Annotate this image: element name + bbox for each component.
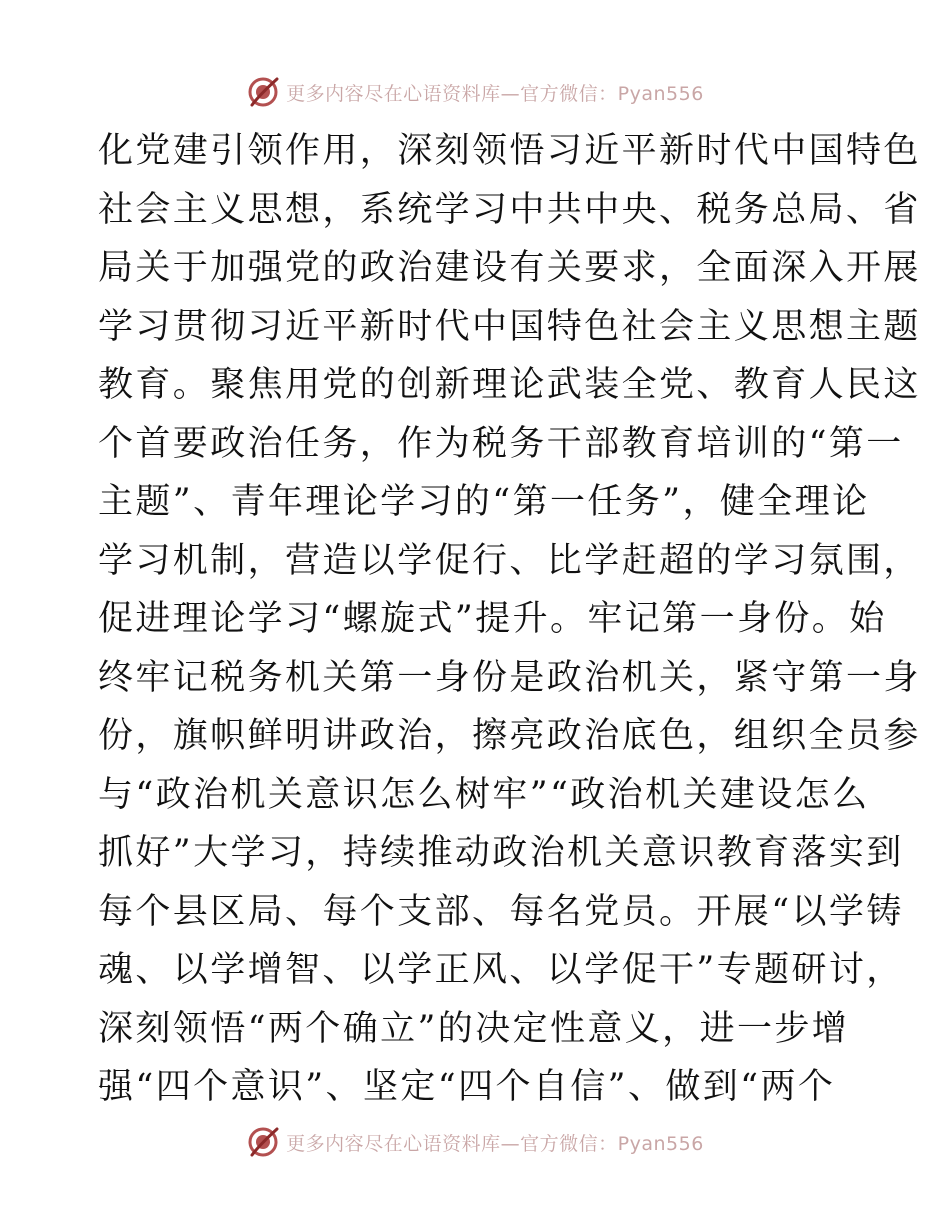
watermark-text: 更多内容尽在心语资料库—官方微信：Pyan556 (286, 1132, 704, 1155)
text-line: 学习机制，营造以学促行、比学赶超的学习氛围， (98, 540, 921, 581)
document-body (98, 122, 921, 1117)
text-line: 强“四个意识”、坚定“四个自信”、做到“两个 (98, 1067, 836, 1107)
text-line: 个首要政治任务，作为税务干部教育培训的“第一 (98, 423, 904, 464)
text-line: 魂、以学增智、以学正风、以学促干”专题研讨， (98, 950, 904, 990)
text-line: 教育。聚焦用党的创新理论武装全党、教育人民这 (98, 365, 921, 405)
footer-watermark (0, 1122, 950, 1162)
text-line: 化党建引领作用，深刻领悟习近平新时代中国特色 (98, 131, 921, 171)
text-line: 抓好”大学习，持续推动政治机关意识教育落实到 (98, 833, 904, 873)
text-line: 促进理论学习“螺旋式”提升。牢记第一身份。始 (98, 599, 887, 639)
text-line: 局关于加强党的政治建设有关要求，全面深入开展 (98, 248, 921, 288)
text-line: 份，旗帜鲜明讲政治，擦亮政治底色，组织全员参 (98, 716, 921, 756)
text-line: 主题”、青年理论学习的“第一任务”，健全理论 (98, 482, 870, 522)
watermark-text: 更多内容尽在心语资料库—官方微信：Pyan556 (286, 82, 704, 105)
text-line: 与“政治机关意识怎么树牢”“政治机关建设怎么 (98, 774, 870, 815)
text-line: 终牢记税务机关第一身份是政治机关，紧守第一身 (98, 657, 921, 698)
ink-brush-logo-icon (246, 1125, 280, 1159)
text-line: 学习贯彻习近平新时代中国特色社会主义思想主题 (98, 306, 921, 347)
header-watermark (0, 72, 950, 112)
ink-brush-logo-icon (246, 75, 280, 109)
text-line: 社会主义思想，系统学习中共中央、税务总局、省 (98, 189, 921, 230)
text-line: 每个县区局、每个支部、每名党员。开展“以学铸 (98, 891, 904, 932)
text-line: 深刻领悟“两个确立”的决定性意义，进一步增 (98, 1008, 850, 1049)
